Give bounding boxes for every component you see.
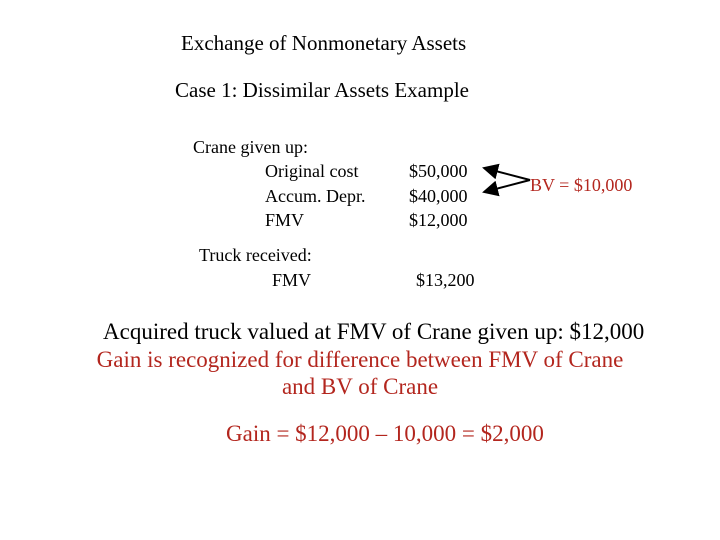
arrow-line-lower bbox=[484, 180, 530, 192]
gain-equation: Gain = $12,000 – 10,000 = $2,000 bbox=[226, 421, 544, 446]
arrow-line-upper bbox=[484, 168, 530, 180]
truck-fmv-label: FMV bbox=[272, 270, 312, 290]
crane-fmv-value: $12,000 bbox=[409, 210, 468, 230]
truck-fmv-value: $13,200 bbox=[416, 270, 475, 290]
gain-note-line-1: Gain is recognized for difference between FMV of Crane bbox=[96, 347, 624, 372]
gain-recognition-note bbox=[0, 346, 720, 400]
acquired-truck-statement: Acquired truck valued at FMV of Crane given up: $12,000 bbox=[103, 319, 645, 344]
original-cost-value: $50,000 bbox=[409, 161, 468, 181]
original-cost-label: Original cost bbox=[265, 161, 359, 181]
crane-heading: Crane given up: bbox=[193, 137, 308, 157]
gain-note-line-2: and BV of Crane bbox=[281, 374, 439, 399]
bv-arrows bbox=[478, 160, 534, 200]
slide-title: Exchange of Nonmonetary Assets bbox=[181, 31, 467, 55]
truck-heading: Truck received: bbox=[199, 245, 312, 265]
crane-fmv-label: FMV bbox=[265, 210, 305, 230]
accum-depr-value: $40,000 bbox=[409, 186, 468, 206]
book-value-note: BV = $10,000 bbox=[530, 175, 633, 195]
accum-depr-label: Accum. Depr. bbox=[265, 186, 366, 206]
slide-subtitle: Case 1: Dissimilar Assets Example bbox=[175, 78, 469, 102]
